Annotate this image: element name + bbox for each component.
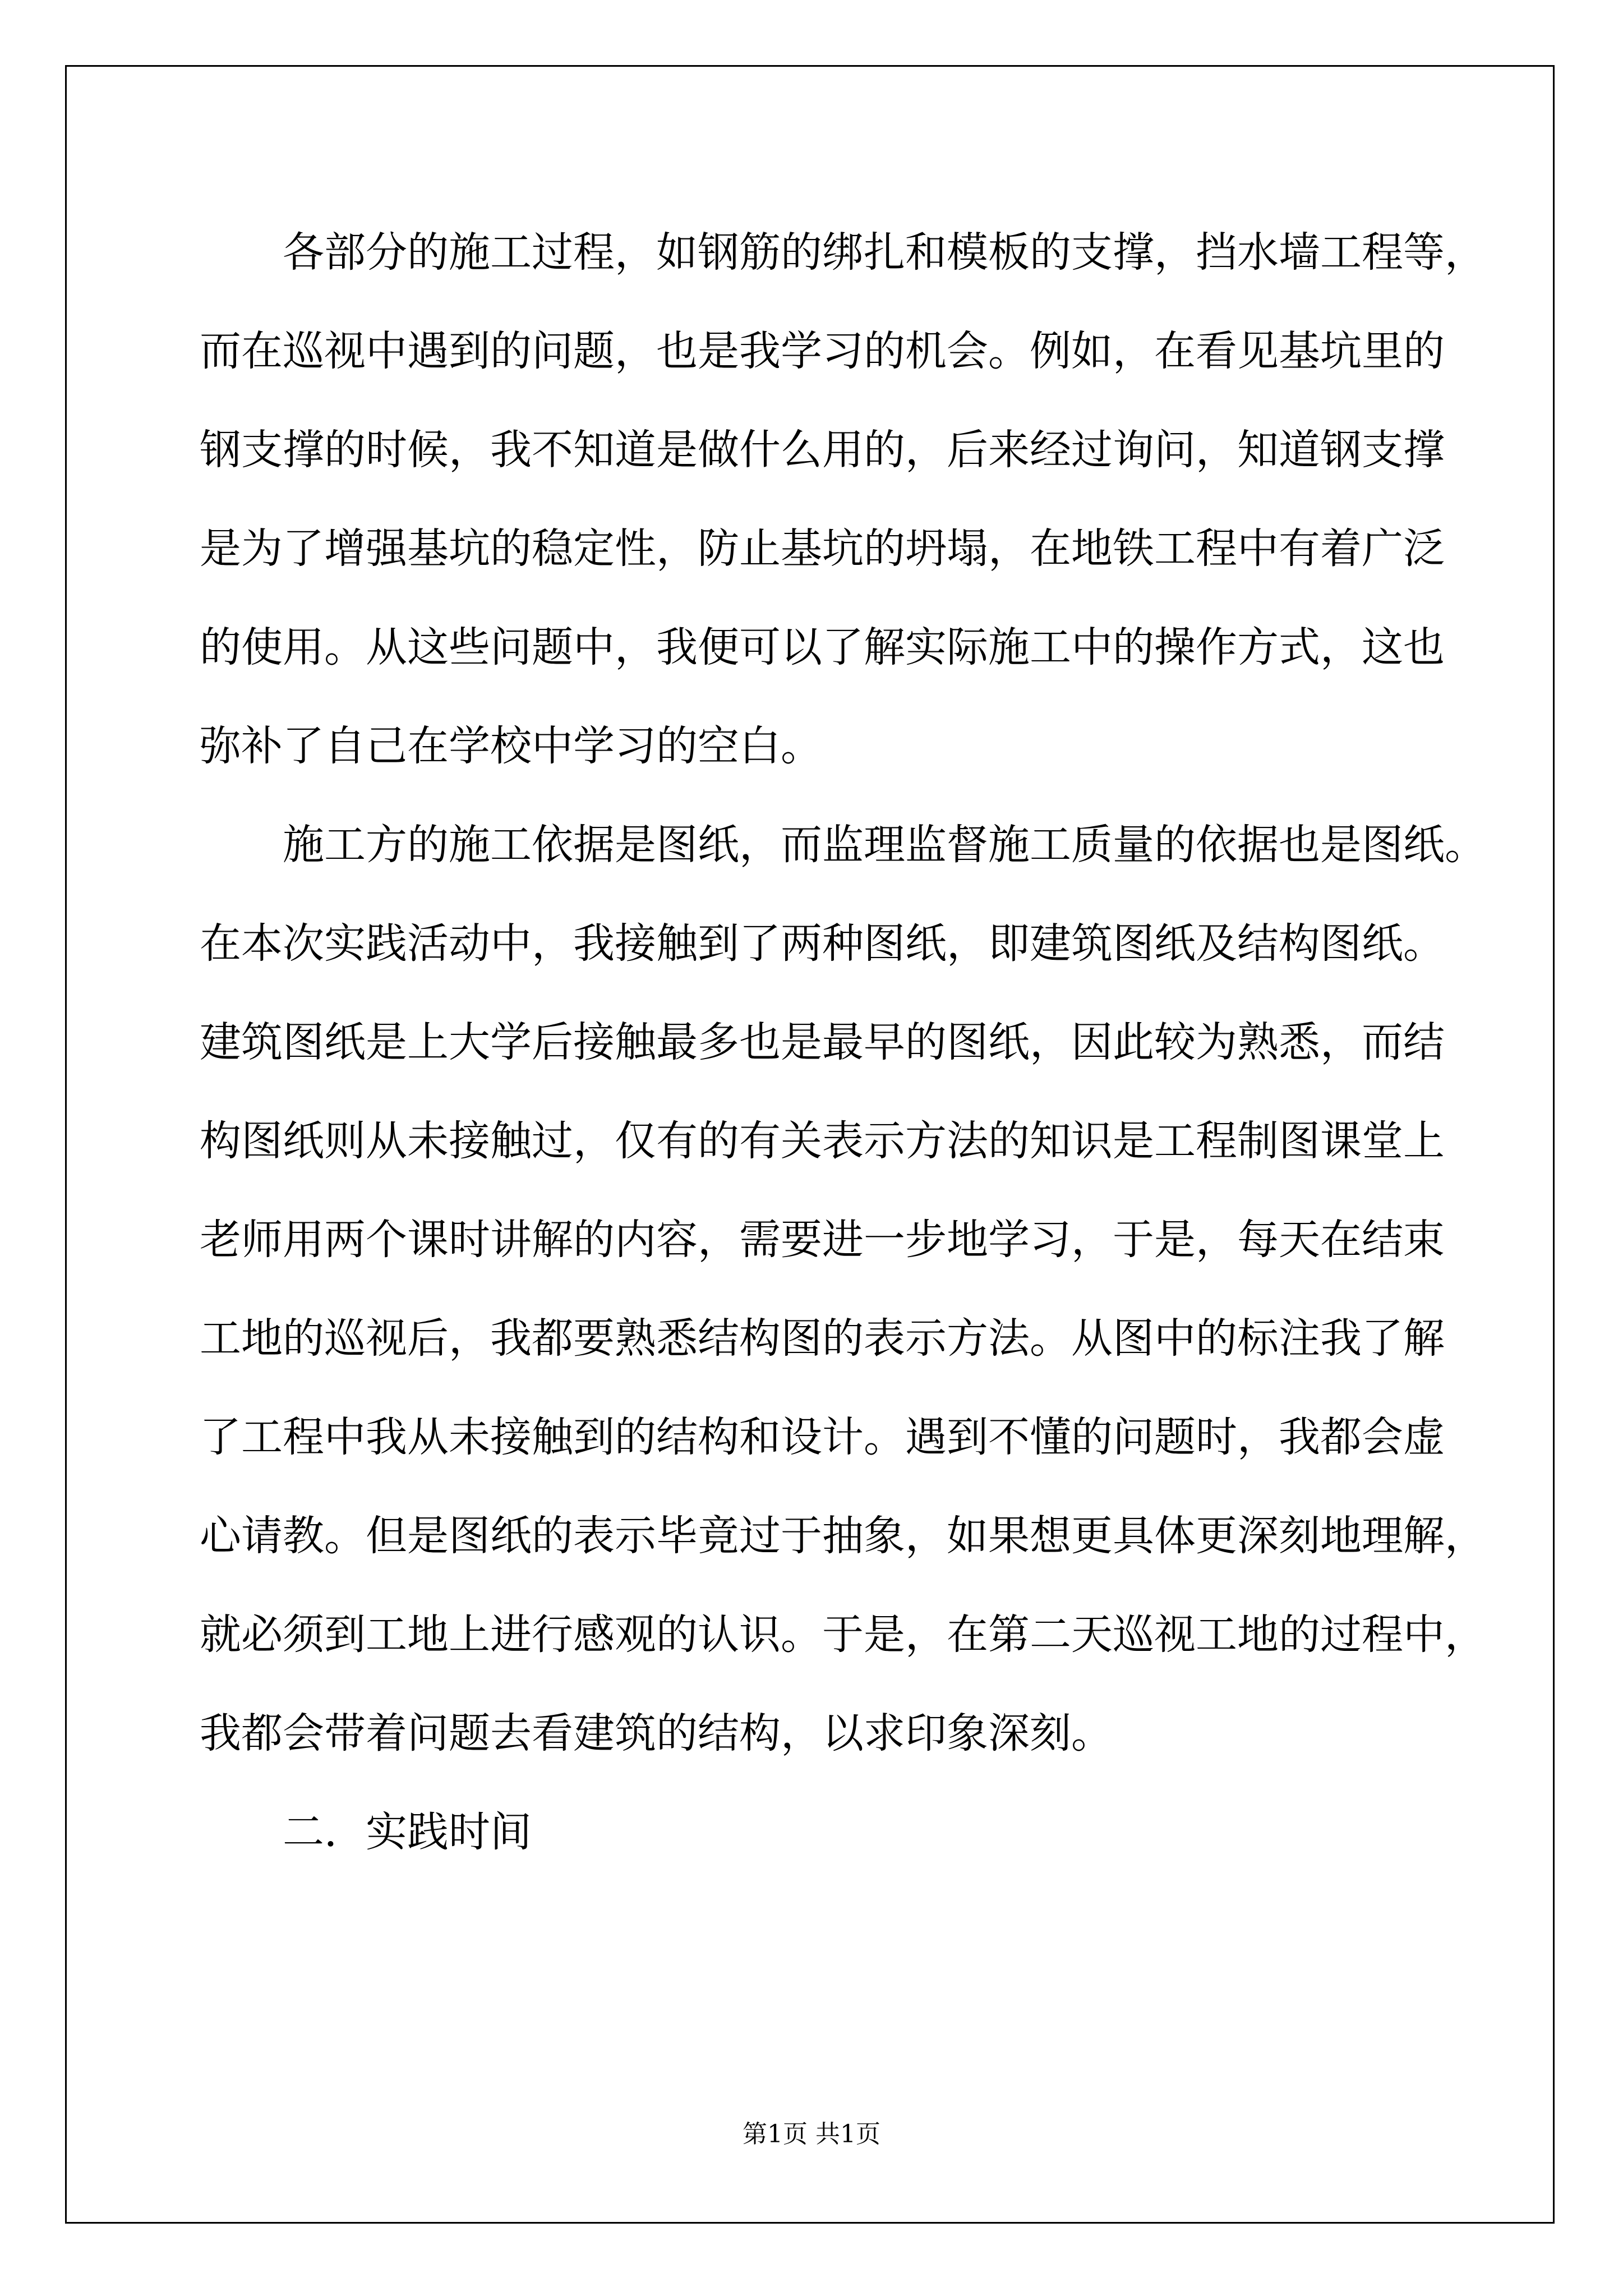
paragraph-line: 而在巡视中遇到的问题，也是我学习的机会。例如，在看见基坑里的 xyxy=(200,327,1445,375)
paragraph-line: 了工程中我从未接触到的结构和设计。遇到不懂的问题时，我都会虚 xyxy=(200,1413,1445,1461)
document-body xyxy=(200,203,1486,1881)
paragraph-line: 我都会带着问题去看建筑的结构，以求印象深刻。 xyxy=(200,1709,1113,1757)
paragraph-line: 的使用。从这些问题中，我便可以了解实际施工中的操作方式，这也 xyxy=(200,623,1445,671)
paragraph-line: 建筑图纸是上大学后接触最多也是最早的图纸，因此较为熟悉，而结 xyxy=(200,1018,1445,1066)
paragraph-line: 钢支撑的时候，我不知道是做什么用的，后来经过询问，知道钢支撑 xyxy=(200,426,1445,474)
paragraph-line: 构图纸则从未接触过，仅有的有关表示方法的知识是工程制图课堂上 xyxy=(200,1117,1445,1165)
paragraph-line: 在本次实践活动中，我接触到了两种图纸，即建筑图纸及结构图纸。 xyxy=(200,919,1445,968)
paragraph-line: 工地的巡视后，我都要熟悉结构图的表示方法。从图中的标注我了解 xyxy=(200,1314,1445,1363)
paragraph-line: 就必须到工地上进行感观的认识。于是，在第二天巡视工地的过程中， xyxy=(200,1611,1486,1659)
paragraph-line: 老师用两个课时讲解的内容，需要进一步地学习，于是，每天在结束 xyxy=(200,1216,1445,1264)
paragraph-line: 是为了增强基坑的稳定性，防止基坑的坍塌，在地铁工程中有着广泛 xyxy=(200,524,1445,573)
paragraph-line: 弥补了自己在学校中学习的空白。 xyxy=(200,722,822,770)
paragraph-line: 各部分的施工过程，如钢筋的绑扎和模板的支撑，挡水墙工程等， xyxy=(283,228,1486,277)
paragraph-line: 心请教。但是图纸的表示毕竟过于抽象，如果想更具体更深刻地理解， xyxy=(200,1512,1486,1560)
section-heading: 二．实践时间 xyxy=(283,1808,532,1856)
page-footer: 第1页 共1页 xyxy=(743,2120,880,2148)
paragraph-line: 施工方的施工依据是图纸，而监理监督施工质量的依据也是图纸。 xyxy=(283,821,1486,869)
